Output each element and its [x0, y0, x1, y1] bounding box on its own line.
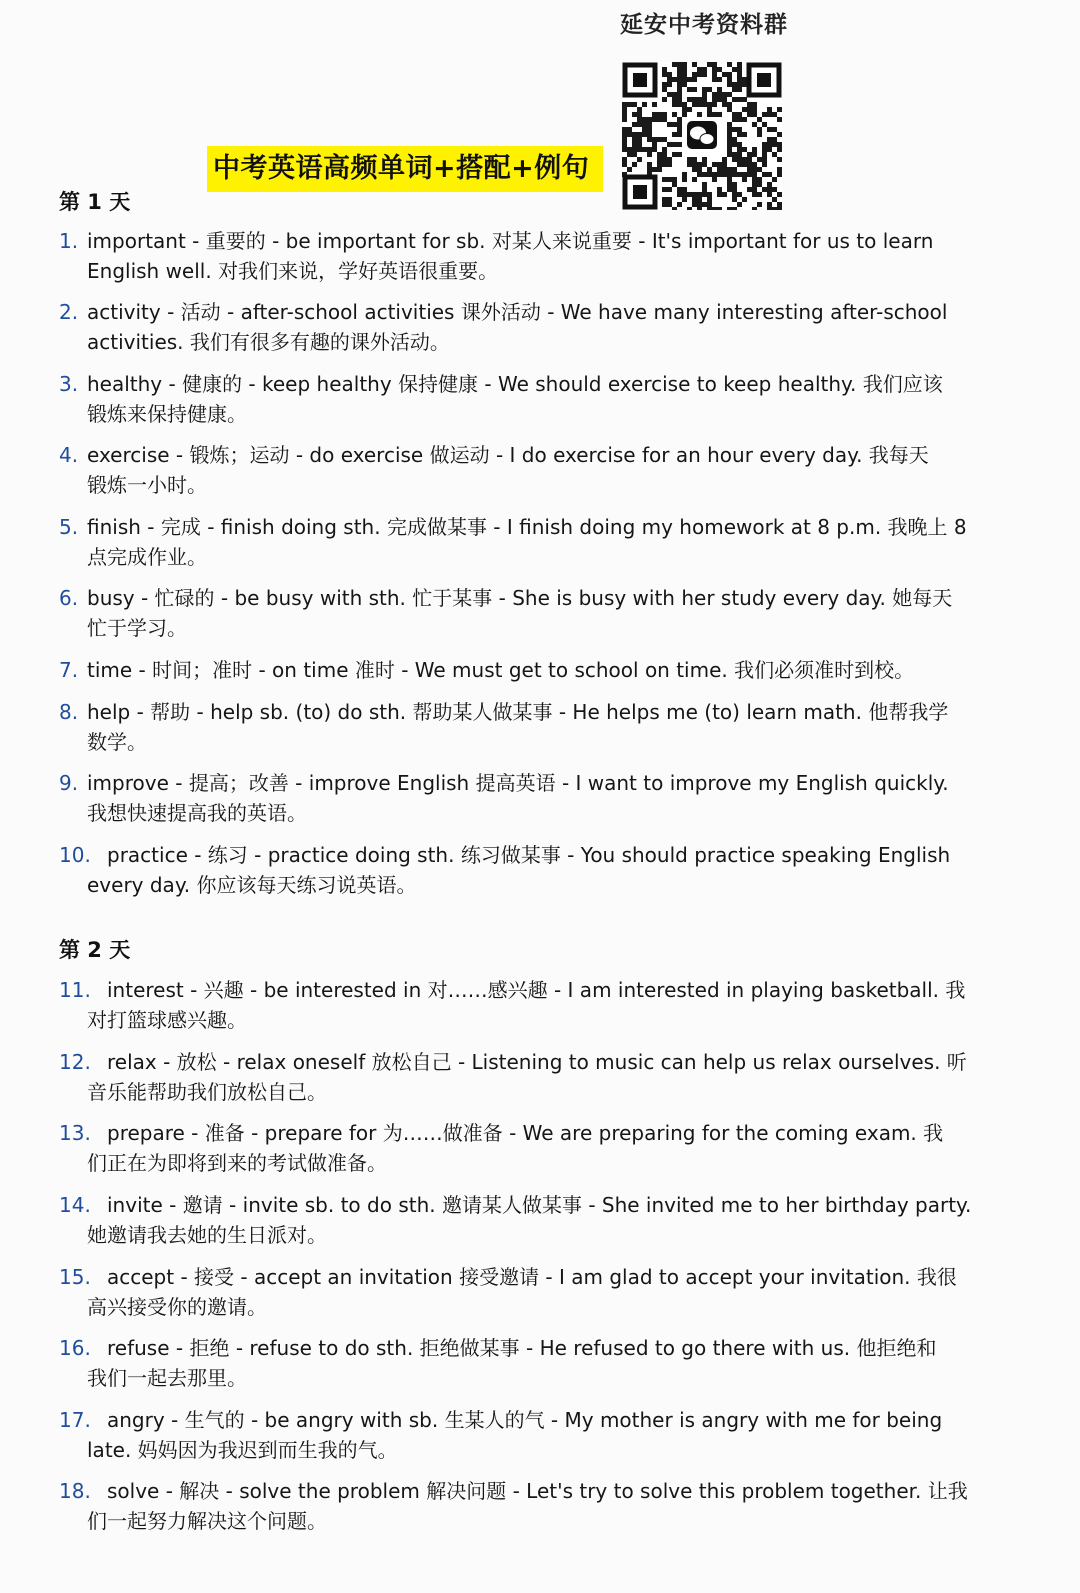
item-number: 15. — [59, 1265, 91, 1289]
item-number: 13. — [59, 1121, 91, 1145]
item-text: practice - 练习 - practice doing sth. 练习做某事 - You should practice speaking English — [107, 843, 951, 867]
item-text: solve - 解决 - solve the problem 解决问题 - Let's try to solve this problem together. 让我 — [107, 1479, 968, 1503]
day-heading-2: 第 2 天 — [59, 938, 131, 962]
list-item — [59, 655, 959, 685]
item-text-cont: every day. 你应该每天练习说英语。 — [87, 873, 417, 897]
item-text-cont: 们一起努力解决这个问题。 — [87, 1509, 327, 1533]
page-title: 中考英语高频单词+搭配+例句 — [213, 153, 590, 184]
item-number: 6. — [59, 586, 79, 610]
item-text-cont: late. 妈妈因为我迟到而生我的气。 — [87, 1438, 398, 1462]
list-item — [59, 512, 967, 572]
item-text-cont: 锻炼一小时。 — [87, 473, 207, 497]
item-text: finish - 完成 - finish doing sth. 完成做某事 - I finish doing my homework at 8 p.m. 我晚上 8 — [87, 515, 967, 539]
item-text-cont: 高兴接受你的邀请。 — [87, 1295, 267, 1319]
item-text-cont: 点完成作业。 — [87, 545, 207, 569]
list-item — [59, 297, 959, 357]
item-text-cont: 她邀请我去她的生日派对。 — [87, 1223, 327, 1247]
item-text: accept - 接受 - accept an invitation 接受邀请 - I am glad to accept your invitation. 我很 — [107, 1265, 957, 1289]
item-text: relax - 放松 - relax oneself 放松自己 - Listening to music can help us relax ourselves. 听 — [107, 1050, 967, 1074]
day-heading-1: 第 1 天 — [59, 190, 131, 214]
list-item — [59, 1405, 959, 1465]
item-number: 18. — [59, 1479, 91, 1503]
wechat-qr-code-icon — [622, 62, 782, 210]
item-number: 9. — [59, 771, 79, 795]
item-text: activity - 活动 - after-school activities 课外活动 - We have many interesting after-school — [87, 300, 948, 324]
item-number: 2. — [59, 300, 79, 324]
list-item — [59, 697, 959, 757]
item-text-cont: 们正在为即将到来的考试做准备。 — [87, 1151, 387, 1175]
item-number: 4. — [59, 443, 79, 467]
item-number: 11. — [59, 978, 91, 1002]
item-text: help - 帮助 - help sb. (to) do sth. 帮助某人做某事 - He helps me (to) learn math. 他帮我学 — [87, 700, 949, 724]
item-text: busy - 忙碌的 - be busy with sth. 忙于某事 - She is busy with her study every day. 她每天 — [87, 586, 953, 610]
list-item — [59, 1047, 967, 1107]
item-text-cont: activities. 我们有很多有趣的课外活动。 — [87, 330, 450, 354]
list-item — [59, 840, 959, 900]
item-text: exercise - 锻炼；运动 - do exercise 做运动 - I do exercise for an hour every day. 我每天 — [87, 443, 929, 467]
list-item — [59, 1262, 959, 1322]
item-number: 7. — [59, 658, 79, 682]
item-text-cont: 音乐能帮助我们放松自己。 — [87, 1080, 327, 1104]
item-number: 3. — [59, 372, 79, 396]
list-item — [59, 369, 959, 429]
item-number: 5. — [59, 515, 79, 539]
group-name: 延安中考资料群 — [620, 11, 788, 38]
item-text-cont: 忙于学习。 — [87, 616, 187, 640]
list-item — [59, 1476, 968, 1536]
item-text-cont: 对打篮球感兴趣。 — [87, 1008, 247, 1032]
item-text: time - 时间；准时 - on time 准时 - We must get to school on time. 我们必须准时到校。 — [87, 658, 915, 682]
list-item — [59, 1190, 972, 1250]
list-item — [59, 583, 959, 643]
item-text: prepare - 准备 - prepare for 为……做准备 - We are preparing for the coming exam. 我 — [107, 1121, 944, 1145]
item-number: 10. — [59, 843, 91, 867]
item-number: 16. — [59, 1336, 91, 1360]
item-text: important - 重要的 - be important for sb. 对某人来说重要 - It's important for us to learn — [87, 229, 934, 253]
item-number: 8. — [59, 700, 79, 724]
item-text: invite - 邀请 - invite sb. to do sth. 邀请某人做某事 - She invited me to her birthday party. — [107, 1193, 972, 1217]
item-text: refuse - 拒绝 - refuse to do sth. 拒绝做某事 - He refused to go there with us. 他拒绝和 — [107, 1336, 937, 1360]
item-text: improve - 提高；改善 - improve English 提高英语 - I want to improve my English quickly. — [87, 771, 949, 795]
item-text: interest - 兴趣 - be interested in 对……感兴趣 - I am interested in playing basketball. 我 — [107, 978, 966, 1002]
list-item — [59, 1118, 959, 1178]
list-item — [59, 975, 966, 1035]
item-text: healthy - 健康的 - keep healthy 保持健康 - We should exercise to keep healthy. 我们应该 — [87, 372, 943, 396]
item-text-cont: 我们一起去那里。 — [87, 1366, 247, 1390]
item-text-cont: English well. 对我们来说，学好英语很重要。 — [87, 259, 499, 283]
item-text-cont: 锻炼来保持健康。 — [87, 402, 247, 426]
title-highlight — [207, 146, 603, 192]
list-item — [59, 440, 959, 500]
item-number: 14. — [59, 1193, 91, 1217]
item-number: 12. — [59, 1050, 91, 1074]
item-number: 1. — [59, 229, 79, 253]
item-text: angry - 生气的 - be angry with sb. 生某人的气 - My mother is angry with me for being — [107, 1408, 943, 1432]
list-item — [59, 768, 959, 828]
item-number: 17. — [59, 1408, 91, 1432]
list-item — [59, 226, 959, 286]
list-item — [59, 1333, 959, 1393]
item-text-cont: 数学。 — [87, 730, 147, 754]
item-text-cont: 我想快速提高我的英语。 — [87, 801, 307, 825]
